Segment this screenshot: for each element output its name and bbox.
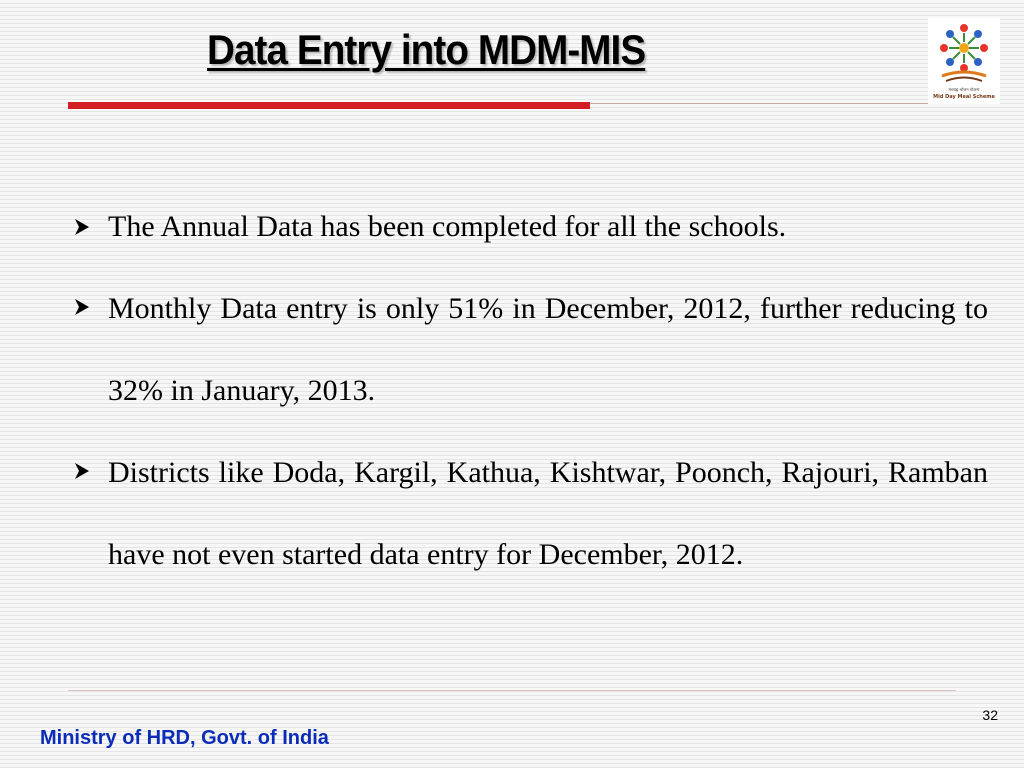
bullet-text: Monthly Data entry is only 51% in December, 2012, further reducing to 32% in January, 2013. [108, 292, 988, 407]
arrow-bullet-icon [72, 461, 92, 481]
title-underline-bar [68, 102, 590, 109]
bullet-list [72, 205, 988, 596]
arrow-bullet-icon [72, 297, 92, 317]
slide-title: Data Entry into MDM-MIS [207, 26, 646, 73]
logo-caption-hindi: मध्याह्न भोजन योजना [948, 87, 980, 92]
arrow-bullet-icon [72, 217, 92, 237]
footer-text: Ministry of HRD, Govt. of India [40, 727, 329, 749]
footer-divider-line [68, 690, 956, 691]
logo-emblem-icon [928, 18, 1000, 86]
bullet-text: Districts like Doda, Kargil, Kathua, Kishtwar, Poonch, Rajouri, Ramban have not even started data entry for December, 2012. [108, 456, 988, 571]
bullet-text: The Annual Data has been completed for all the schools. [108, 210, 787, 243]
bullet-item [72, 268, 988, 432]
bullet-item [72, 205, 988, 249]
mid-day-meal-logo [928, 18, 1000, 104]
logo-caption-english: Mid Day Meal Scheme [933, 94, 995, 100]
page-number: 32 [982, 707, 998, 723]
title-divider-line [590, 103, 928, 104]
bullet-item [72, 432, 988, 596]
